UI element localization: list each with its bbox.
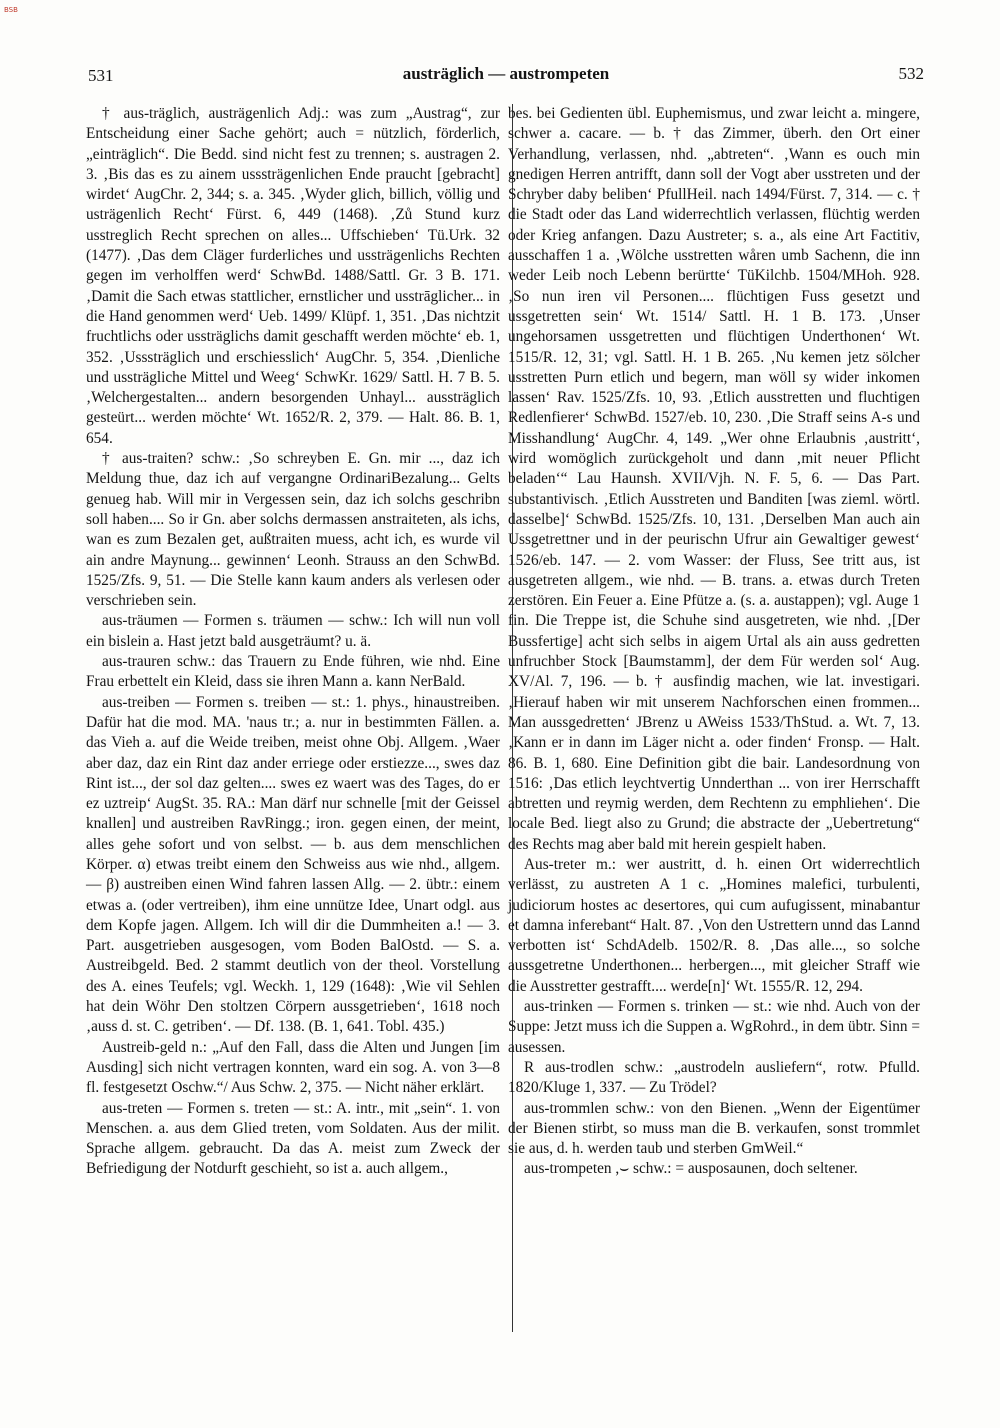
- entry-austrauren: aus-trauren schw.: das Trauern zu Ende führen, wie nhd. Eine Frau erbettelt ein Kleid, dass sie ihren Mann a. kann NerBald.: [86, 653, 500, 691]
- page-number-right: 532: [898, 64, 924, 83]
- entry-austreten: aus-treten — Formen s. treten — st.: A. intr., mit „sein“. 1. von Menschen. a. aus dem Glied treten, vom Soldaten. Aus der milit. Sprache allgem. gebraucht. Da das A. meist zum Zweck der Befriedigung der Notdurft geschieht, so ist a. auch allgem.,: [86, 1099, 500, 1178]
- entry-austraeglich: † aus-träglich, austrägenlich Adj.: was zum „Austrag“, zur Entscheidung einer Sache gehört; auch = nützlich, förderlich, „einträglich“. Die Bedd. sind nicht fest zu trennen; s. austragen 2. 3. ‚Bis das es zu ainem usssträgenlichen Ende praucht [gebracht] wirdet‘ AugChr. 2, 344; s. a. 345. ‚Wyder glich, billich, völlig und usträgenlich Recht‘ Fürst. 6, 449 (1468). ‚Zů Stund kurz usstreglich Recht sprechen on alles... Uffschieben‘ Tü.Urk. 32 (1477). ‚Das dem Cläger furderliches und ussträgenlichs Rechten gegen im verholffen werd‘ SchwBd. 1488/Sattl. Gr. 3 B. 171. ‚Damit die Sach etwas stattlicher, ernstlicher und usstrāglicher... in die Hand genommen werd‘ Ueb. 1499/ Klüpf. 1, 351. ‚Das nichtzit fruchtlichs oder ussträglichs damit geschafft werden möchte‘ eb. 1, 352. ‚Usssträglich und erschiesslich‘ AugChr. 5, 354. ‚Dienliche und ussträgliche Mittel und Weeg‘ SchwKr. 1629/ Sattl. H. 7 B. 5. ‚Welchergestalten... andern besorgenden Unhayl... aussträglich gesteürt... werden möchte‘ Wt. 1652/R. 2, 379. — Halt. 86. B. 1, 654.: [86, 105, 500, 447]
- entry-austreiben: aus-treiben — Formen s. treiben — st.: 1. phys., hinaustreiben. Dafür hat die mod. MA. 'naus tr.; a. nur in bestimmten Fällen. a. das Vieh a. auf die Weide treiben, meist ohne Obj. Allgem. ‚Waer aber daz, daz ein Rint daz ander erriege oder erstiezze..., swes daz Rint ist..., der sol daz gelten.... swes ez waert was des Tages, do er ez uztreip‘ AugSt. 35. RA.: Man därf nur schnelle [mit der Geissel knallen] und austreiben RavRingg.; iron. gegen einen, der meint, alles gehe sofort und von selbst. — b. aus dem menschlichen Körper. α) etwas treibt einem den Schweiss aus wie nhd., allgem. — β) austreiben einen Wind fahren lassen Allg. — 2. übtr.: einem etwas a. (oder vertreiben), ihm eine unnütze Idee, Unart odgl. aus dem Kopfe jagen. Allgem. Ich will dir die Dummheiten a.! — 3. Part. ausgetrieben ausgesogen, vom Boden BalOstd. — S. a. Austreibgeld. Bed. 2 stammt deutlich von der theol. Vorstellung des A. eines Teufels; vgl. Weckh. 1, 129 (1648): ‚Wie vil Sehlen hat dein Wöhr Den stoltzen Cörpern aussgetrieben‘, 1618 noch ‚auss d. st. C. getriben‘. — Df. 138. (B. 1, 641. Tobl. 435.): [86, 693, 500, 1036]
- library-watermark: BSB: [4, 6, 18, 14]
- right-column: [508, 104, 920, 1180]
- entry-austraiten: † aus-traiten? schw.: ‚So schreyben E. Gn. mir ..., daz ich Meldung thue, daz ich auf vergangne OrdinariBezalung... Gelts genueg hab. Will mir in Vergessen sein, daz ich solchs geschribn soll haben.... So ir Gn. aber solchs dermassen anstraiteten, als ichs, wan es zum Bezalen get, außtraiten muess, acht ich, es wurde vil ain andre Maynung... gewinnen‘ Leonh. Strauss an den SchwBd. 1525/Zfs. 9, 51. — Die Stelle kann kaum anders als verlesen oder verschrieben sein.: [86, 450, 500, 610]
- entry-austreter: Aus-treter m.: wer austritt, d. h. einen Ort widerrechtlich verlässt, zu austreten A 1 c. „Homines malefici, turbulenti, judiciorum hostes ac desertores, qui cum aufugissent, minabantur et damna inferebant“ Halt. 87. ‚Von den Ustrettern unnd das Lannd verbotten ist‘ SchdAdelb. 1502/R. 8. ‚Das alle..., so solche aussgetretne Underthonen... herbergen..., mit gleicher Straff wie die Ausstretter gestrafft.... werde[n]‘ Wt. 1555/R. 12, 294.: [508, 855, 920, 995]
- page-header: [88, 64, 924, 86]
- entry-austrodlen: R aus-trodlen schw.: „austrodeln ausliefern“, rotw. Pfulld. 1820/Kluge 1, 337. — Zu Trödel?: [508, 1058, 920, 1097]
- entry-austraeumen: aus-träumen — Formen s. träumen — schw.: Ich will nun voll ein bislein a. Hast jetzt bald ausgeträumt? u. ä.: [86, 612, 500, 650]
- entry-austrompeten: aus-trompeten ,⌣ schw.: = ausposaunen, doch seltener.: [524, 1160, 858, 1178]
- entry-austreibgeld: Austreib-geld n.: „Auf den Fall, dass die Alten und Jungen [im Ausding] sich nicht vertragen konnten, ward ein sog. A. von 3—8 fl. festgesetzt Oschw.“/ Aus Schw. 2, 375. — Nicht näher erklärt.: [86, 1038, 500, 1097]
- page-number-left: 531: [88, 66, 114, 85]
- running-title: austräglich — austrompeten: [402, 64, 610, 83]
- entry-austrommlen: aus-trommlen schw.: von den Bienen. „Wenn der Eigentümer der Bienen stirbt, so muss man die B. verkaufen, sonst trommlet sie aus, d. h. werden taub und sterben GmWeil.“: [508, 1099, 920, 1158]
- entry-austrinken: aus-trinken — Formen s. trinken — st.: wie nhd. Auch von der Suppe: Jetzt muss ich die Suppen a. WgRohrd., in dem übtr. Sinn = ausessen.: [508, 998, 920, 1056]
- entry-austreten-cont: bes. bei Gedienten übl. Euphemismus, und zwar leicht a. mingere, schwer a. cacare. — b. † das Zimmer, überh. den Ort einer Verhandlung, verlassen, nhd. „abtreten“. ‚Wann es ouch min gnedigen Herren antrifft, dann soll der Vogt aber usstreten und der Schryber daby beliben‘ PfullHeil. nach 1494/Fürst. 7, 314. — c. † die Stadt oder das Land widerrechtlich verlassen, flüchtig werden oder Krieg anfangen. Dazu Austreter; s. a., als eine Art Factitiv, ausschaffen 1 a. ‚Wölche usstretten wåren umb Sachenn, die inn weder Leib noch Lebenn berürtte‘ TüKilchb. 1504/MHoh. 928. ‚So nun iren vil Personen.... flüchtigen Fuss gesetzt und ussgetretten sein‘ Wt. 1514/ Sattl. H. 1 B. 173. ‚Unser ungehorsamen ussgetretten und flüchtigen Underthonen‘ Wt. 1515/R. 12, 31; vgl. Sattl. H. 1 B. 265. ‚Nu kemen jetz sölcher usstretten Purn etlich und begern, man wöll sy wider inkomen lassen‘ Rav. 1525/Zfs. 10, 93. ‚Etlich ausstretten und fluchtigen Redlenfierer‘ SchwBd. 1527/eb. 10, 230. ‚Die Straff seins A-s und Misshandlung‘ AugChr. 4, 149. „Wer ohne Erlaubnis ‚austritt‘, wird womöglich zurückgeholt und dann ‚mit neuer Pflicht beladen‘“ Lau Haunsh. XVII/Vjh. N. F. 5, 6. — Das Part. substantivisch. ‚Etlich Ausstreten und Banditen [was zieml. wörtl. dasselbe]‘ SchwBd. 1525/Zfs. 10, 131. ‚Derselben Man auch ain Ussgetrettner und in der peurischn Ufrur ain Gewaltiger gewest‘ 1526/eb. 147. — 2. vom Wasser: der Fluss, See tritt aus, ist ausgetreten allgem., wie nhd. — B. trans. a. etwas durch Treten zerstören. Ein Feuer a. Eine Pfütze a. (s. a. austappen); vgl. Auge 1 fin. Die Treppe ist, die Schuhe sind ausgetreten, wie nhd. ‚[Der Bussfertige] acht sich selbs in aigem Urtal als ain auss gedretten unfruchber Stock [Baumstamm], der dem Für werden sol‘ Aug. XV/Al. 7, 196. — b. † ausfindig machen, wie lat. investigari. ‚Hierauf haben wir mit unserem Nachforschen einen frommen... Man aussgedretten‘ JBrenz u AWeiss 1533/ThStud. a. Wt. 7, 13. ‚Kann er in dann im Läger nicht a. oder finden‘ Fronsp. — Halt. 86. B. 1, 680. Eine Definition gibt die bair. Landesordnung von 1516: ‚Das etlich leychtvertig Unnderthan ... von irer Herrschafft abtretten und reymig werden, dem Rechtenn zu emphliehen‘. Die locale Bed. liegt also zu Grund; die abstracte der „Uebertretung“ des Rechts mag aber bald mit herein gespielt haben.: [508, 105, 920, 853]
- left-column: [86, 104, 500, 1180]
